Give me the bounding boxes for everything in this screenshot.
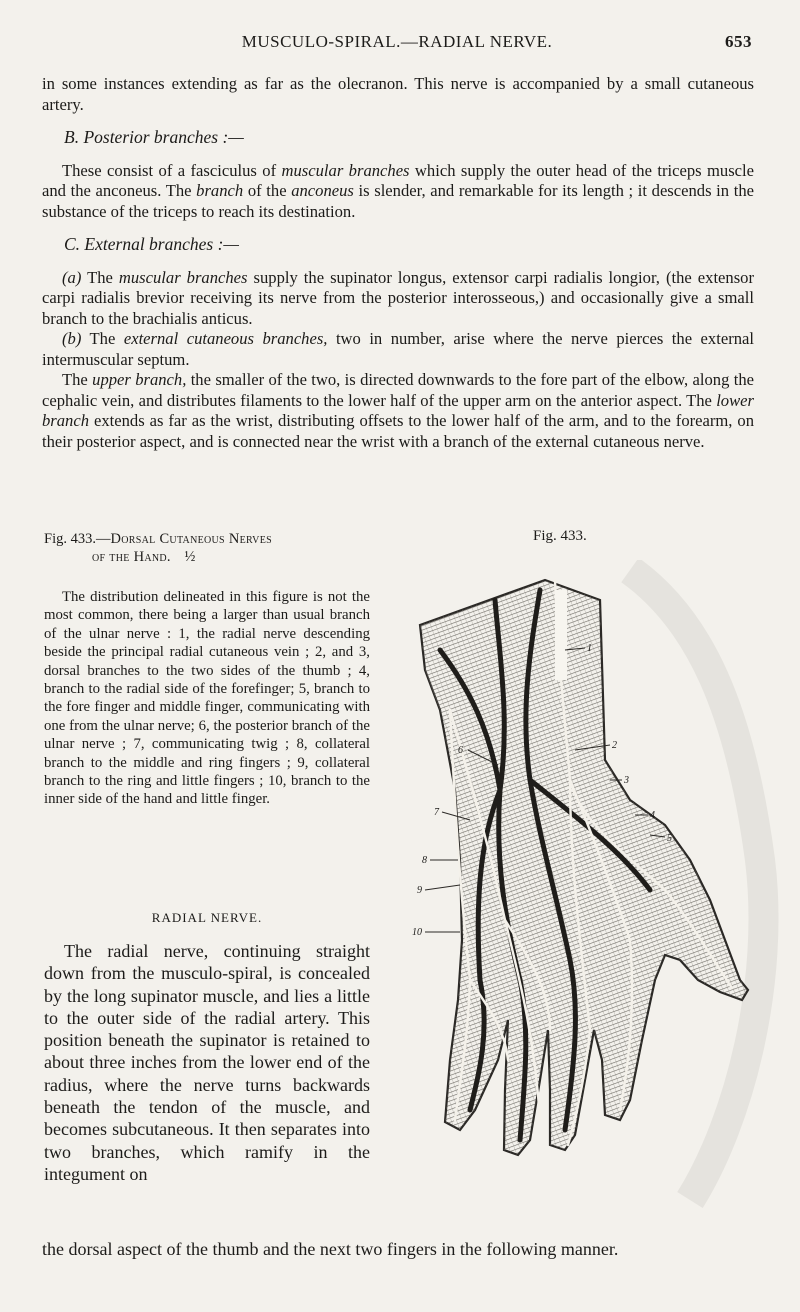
page-number: 653: [725, 32, 752, 51]
heading-posterior-branches: B. Posterior branches :—: [64, 127, 244, 147]
leader-number-1: 1: [587, 643, 592, 654]
running-head-title: MUSCULO-SPIRAL.—RADIAL NERVE.: [241, 32, 553, 51]
paragraph-posterior: These consist of a fasciculus of muscular branches which supply the outer head of the triceps muscle and the anconeus. The branch of the anconeus is slender, and remarkable for its length ; it descends in the substance of the triceps to reach its destination.: [42, 160, 755, 221]
upper-body-text: [42, 74, 754, 452]
paragraph-external-a: (a) The muscular branches supply the supinator longus, extensor carpi radialis longior, (the extensor carpi radialis brevior receiving its nerve from the posterior interosseous,) and occasionally give a small branch to the brachialis anticus.: [42, 267, 755, 328]
paragraph-radial-nerve: The radial nerve, continuing straight down from the musculo-spiral, is concealed by the long supinator muscle, and lies a little to the outer side of the radial artery. This position beneath the supinator is retained to about three inches from the lower end of the radius, where the nerve turns backwards beneath the tendon of the muscle, and becomes subcutaneous. It then separates into two branches, which ramify in the integument on: [44, 941, 370, 1184]
figure-scale: ½: [184, 549, 196, 565]
leader-number-8: 8: [422, 855, 427, 866]
paragraph-closing: the dorsal aspect of the thumb and the next two fingers in the following manner.: [42, 1239, 619, 1259]
leader-number-3: 3: [624, 775, 629, 786]
figure-caption-text: The distribution delineated in this figure is not the most common, there being a larger than usual branch of the ulnar nerve : 1, the radial nerve descending beside the principal radial cutaneous vein ; 2, and 3, dorsal branches to the two sides of the thumb ; 4, branch to the radial side of the forefinger; 5, branch to the fore finger and middle finger, communicating with one from the ulnar nerve; 6, the posterior branch of the ulnar nerve ; 7, communicating twig ; 8, collateral branch to the middle and ring fingers ; 9, collateral branch to the ring and little fingers ; 10, branch to the inner side of the hand and little finger.: [44, 589, 370, 808]
leader-number-9: 9: [417, 885, 422, 896]
paragraph-external-c: The upper branch, the smaller of the two, is directed downwards to the fore part of the elbow, along the cephalic vein, and distributes filaments to the lower half of the upper arm on the anterior aspect. The lower branch extends as far as the wrist, distributing offsets to the lower half of the arm, and to the forearm, on their posterior aspect, and is connected near the wrist with a branch of the external cutaneous nerve.: [42, 370, 754, 451]
leader-number-10: 10: [412, 927, 422, 938]
leader-number-2: 2: [612, 740, 617, 751]
hand-illustration: [380, 560, 800, 1210]
paragraph-external-b: (b) The external cutaneous branches, two in number, arise where the nerve pierces the external intermuscular septum.: [42, 329, 754, 369]
heading-radial-nerve: RADIAL NERVE.: [151, 910, 263, 925]
leader-number-5: 5: [667, 833, 672, 844]
leader-number-6: 6: [458, 745, 463, 756]
heading-external-branches: C. External branches :—: [64, 234, 239, 254]
leader-number-4: 4: [650, 810, 655, 821]
figure-label: Fig. 433.: [533, 528, 587, 544]
running-head: [42, 32, 752, 56]
figure-caption-title: Fig. 433.—Dorsal Cutaneous Nerves of the Hand. ½: [44, 531, 272, 565]
leader-number-7: 7: [434, 807, 439, 818]
paragraph-intro: in some instances extending as far as the olecranon. This nerve is accompanied by a small cutaneous artery.: [42, 74, 754, 114]
dorsal-hand-engraving: [380, 560, 800, 1210]
